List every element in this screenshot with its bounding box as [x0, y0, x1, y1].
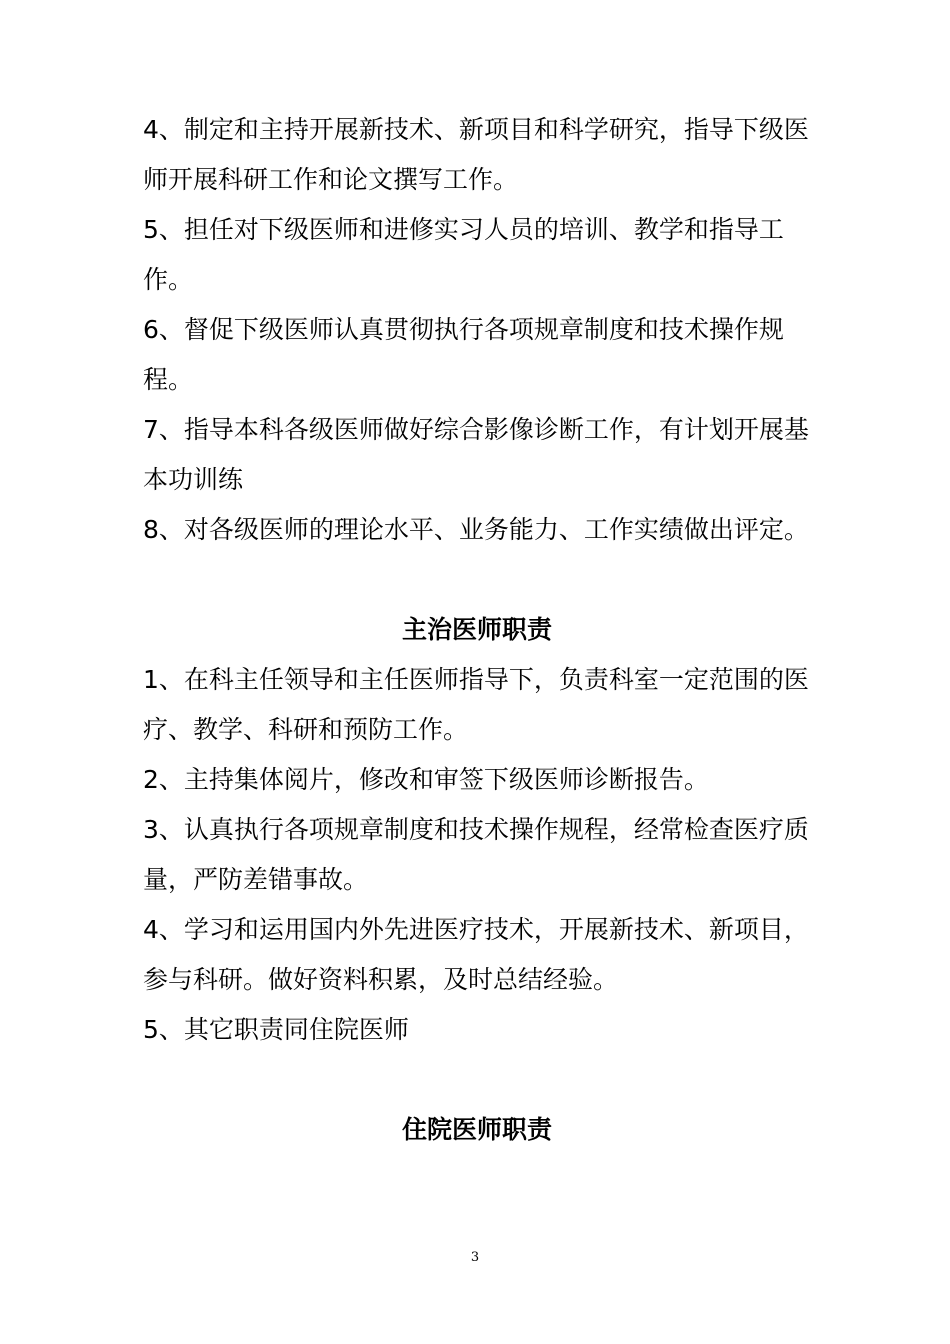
duty-item: 7、指导本科各级医师做好综合影像诊断工作，有计划开展基本功训练 [143, 415, 809, 494]
duty-item: 2、主持集体阅片，修改和审签下级医师诊断报告。 [143, 765, 709, 794]
section-heading-attending: 主治医师职责 [401, 615, 552, 644]
section-spacer [143, 1055, 811, 1105]
duty-item: 4、学习和运用国内外先进医疗技术，开展新技术、新项目，参与科研。做好资料积累，及时总结经验。 [143, 915, 809, 994]
duty-item: 5、其它职责同住院医师 [143, 1015, 409, 1044]
section-spacer [143, 555, 811, 605]
duty-item: 5、担任对下级医师和进修实习人员的培训、教学和指导工作。 [143, 215, 784, 294]
page-number: 3 [470, 1250, 480, 1265]
section-heading-resident: 住院医师职责 [401, 1115, 552, 1144]
duty-item: 6、督促下级医师认真贯彻执行各项规章制度和技术操作规程。 [143, 315, 784, 394]
duty-item: 8、对各级医师的理论水平、业务能力、工作实绩做出评定。 [143, 515, 809, 544]
page-content [143, 105, 811, 1155]
duty-item: 1、在科主任领导和主任医师指导下，负责科室一定范围的医疗、教学、科研和预防工作。 [143, 665, 809, 744]
duty-item: 4、制定和主持开展新技术、新项目和科学研究，指导下级医师开展科研工作和论文撰写工作。 [143, 115, 809, 194]
duty-item: 3、认真执行各项规章制度和技术操作规程，经常检查医疗质量，严防差错事故。 [143, 815, 809, 894]
